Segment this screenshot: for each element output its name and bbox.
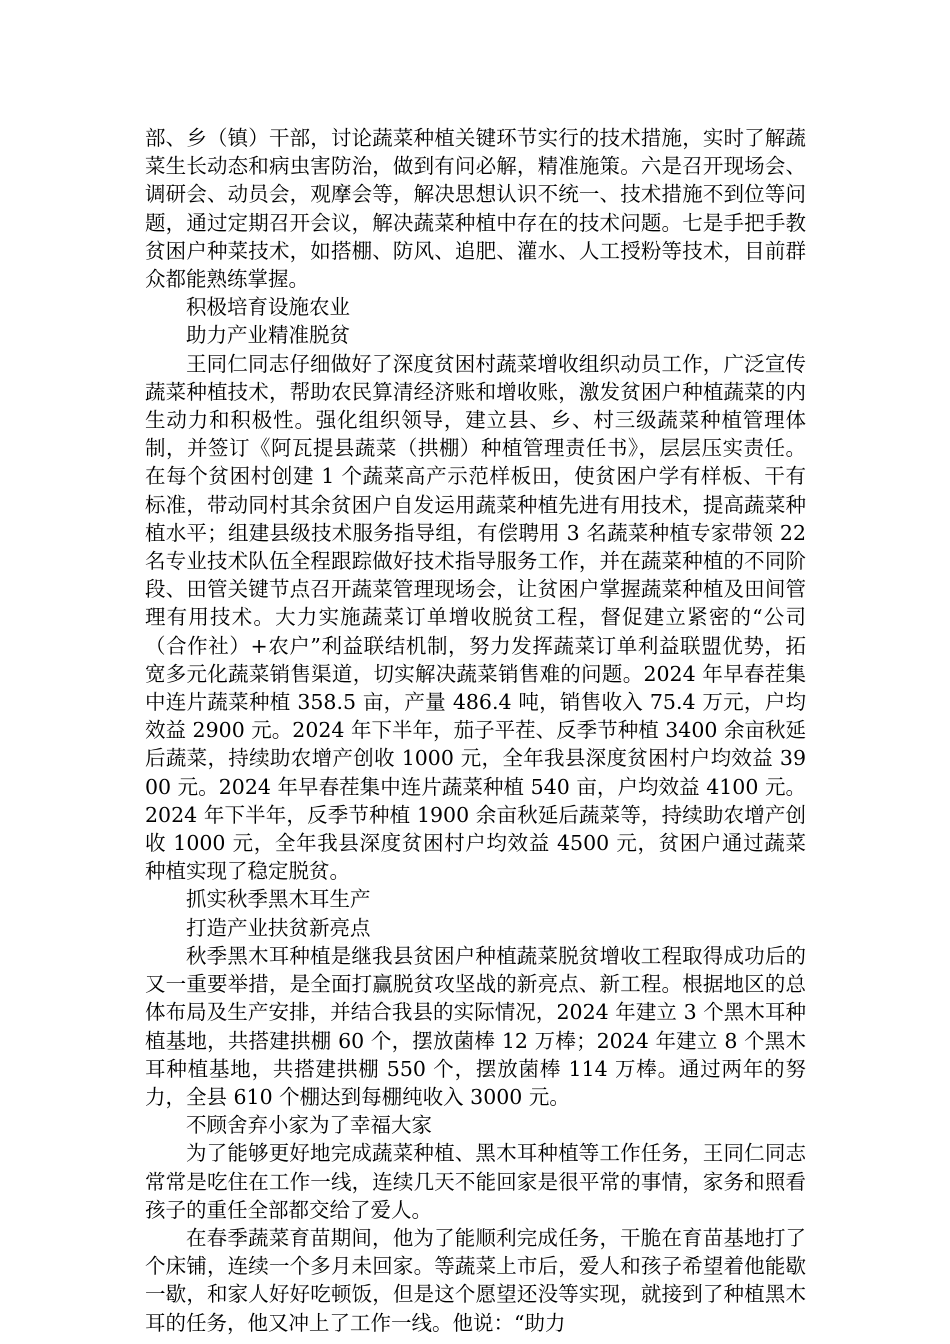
- section-subheading-poverty-alleviation: 助力产业精准脱贫: [186, 323, 350, 348]
- paragraph-vegetable-planting: 王同仁同志仔细做好了深度贫困村蔬菜增收组织动员工作，广泛宣传蔬菜种植技术，帮助农民算清经济账和增收账，激发贫困户种植蔬菜的内生动力和积极性。强化组织领导，建立县、乡、村三级蔬菜种植管理体制，并签订《阿瓦提县蔬菜（拱棚）种植管理责任书》，层层压实责任。在每个贫困村创建 1 个蔬菜高产示范样板田，使贫困户学有样板、干有标准，带动同村其余贫困户自发运用蔬菜种植先进有用技术，提高蔬菜种植水平；组建县级技术服务指导组，有偿聘用 3 名蔬菜种植专家带领 22 名专业技术队伍全程跟踪做好技术指导服务工作，并在蔬菜种植的不同阶段、田管关键节点召开蔬菜管理现场会，让贫困户掌握蔬菜种植及田间管理有用技术。大力实施蔬菜订单增收脱贫工程，督促建立紧密的“公司（合作社）+农户”利益联结机制，努力发挥蔬菜订单利益联盟优势，拓宽多元化蔬菜销售渠道，切实解决蔬菜销售难的问题。2024 年早春茬集中连片蔬菜种植 358.5 亩，产量 486.4 吨，销售收入 75.4 万元，户均效益 2900 元。2024 年下半年，茄子平茬、反季节种植 3400 余亩秋延后蔬菜，持续助农增产创收 1000 元，全年我县深度贫困村户均效益 3900 元。2024 年早春茬集中连片蔬菜种植 540 亩，户均效益 4100 元。2024 年下半年，反季节种植 1900 余亩秋延后蔬菜等，持续助农增产创收 1000 元，全年我县深度贫困村户均效益 4500 元，贫困户通过蔬菜种植实现了稳定脱贫。: [145, 351, 806, 884]
- section-heading-family-sacrifice: 不顾舍弃小家为了幸福大家: [186, 1113, 432, 1138]
- paragraph-black-fungus: 秋季黑木耳种植是继我县贫困户种植蔬菜脱贫增收工程取得成功后的又一重要举措，是全面打赢脱贫攻坚战的新亮点、新工程。根据地区的总体布局及生产安排，并结合我县的实际情况，2024 年建立 3 个黑木耳种植基地，共搭建拱棚 60 个，摆放菌棒 12 万棒；2024 年建立 8 个黑木耳种植基地，共搭建拱棚 550 个，摆放菌棒 114 万棒。通过两年的努力，全县 610 个棚达到每棚纯收入 3000 元。: [145, 943, 806, 1109]
- section-heading-black-fungus: 抓实秋季黑木耳生产: [186, 887, 371, 912]
- paragraph-work-frontline: 为了能够更好地完成蔬菜种植、黑木耳种植等工作任务，王同仁同志常常是吃住在工作一线，连续几天不能回家是很平常的事情，家务和照看孩子的重任全部都交给了爱人。: [145, 1141, 806, 1222]
- paragraph-spring-seedlings: 在春季蔬菜育苗期间，他为了能顺利完成任务，干脆在育苗基地打了个床铺，连续一个多月未回家。等蔬菜上市后，爱人和孩子希望着他能歇一歇，和家人好好吃顿饭，但是这个愿望还没等实现，就接到了种植黑木耳的任务，他又冲上了工作一线。他说：“助力: [145, 1225, 806, 1335]
- section-heading-facility-agriculture: 积极培育设施农业: [186, 295, 350, 320]
- paragraph-intro-continued: 部、乡（镇）干部，讨论蔬菜种植关键环节实行的技术措施，实时了解蔬菜生长动态和病虫害防治，做到有问必解，精准施策。六是召开现场会、调研会、动员会，观摩会等，解决思想认识不统一、技术措施不到位等问题，通过定期召开会议，解决蔬菜种植中存在的技术问题。七是手把手教贫困户种菜技术，如搭棚、防风、追肥、灌水、人工授粉等技术，目前群众都能熟练掌握。: [145, 126, 806, 292]
- document-page: [145, 124, 806, 1337]
- section-subheading-new-highlight: 打造产业扶贫新亮点: [186, 915, 371, 940]
